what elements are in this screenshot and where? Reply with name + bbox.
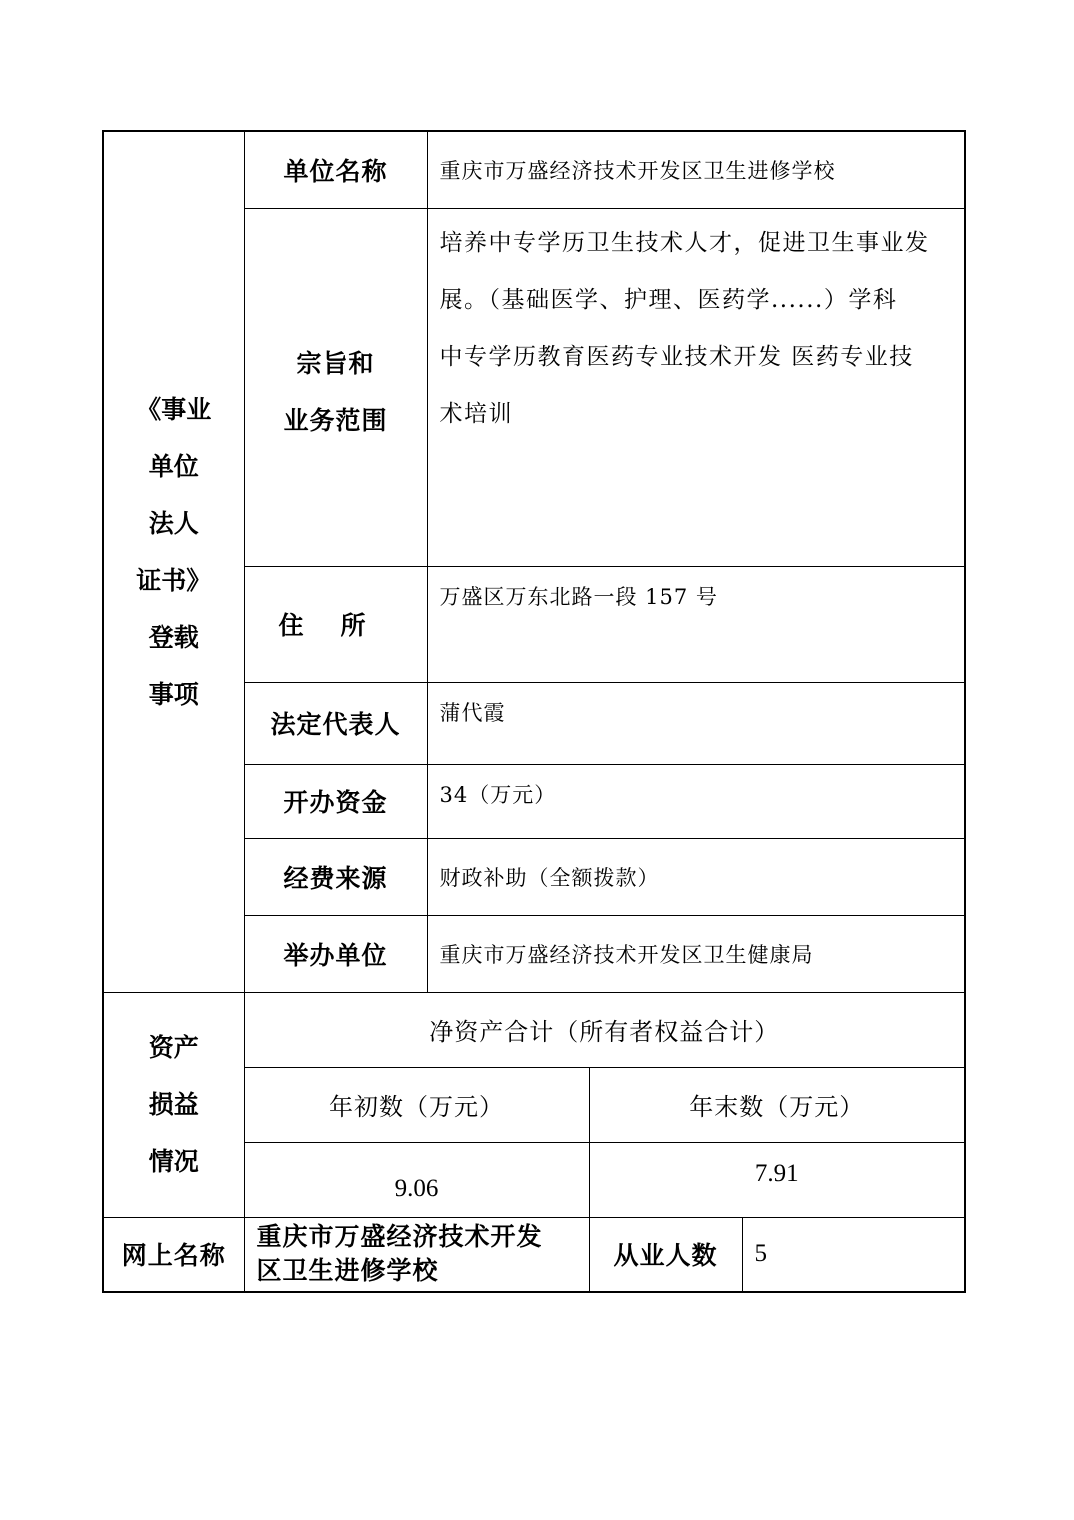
purpose-line: 术培训 (439, 400, 513, 427)
address-label-right: 所 (340, 611, 367, 640)
online-name-line: 重庆市万盛经济技术开发 (256, 1222, 543, 1252)
sponsor-label: 举办单位 (244, 915, 427, 992)
address-value: 万盛区万东北路一段 157 号 (427, 566, 965, 682)
unit-name-value: 重庆市万盛经济技术开发区卫生进修学校 (427, 131, 965, 208)
purpose-label-line: 宗旨和 (296, 349, 375, 378)
capital-label: 开办资金 (244, 764, 427, 838)
section-line: 登载 (148, 622, 199, 652)
section-line: 资产 (148, 1033, 199, 1062)
purpose-line: 展。（基础医学、护理、医药学......）学科 (439, 286, 898, 313)
address-label (244, 566, 427, 682)
funding-value: 财政补助（全额拨款） (427, 838, 965, 915)
begin-year-value: 9.06 (244, 1142, 589, 1217)
purpose-label (244, 208, 427, 566)
purpose-line: 培养中专学历卫生技术人才，促进卫生事业发 (439, 229, 930, 256)
section-line: 单位 (148, 451, 199, 481)
staff-count-value: 5 (742, 1217, 965, 1292)
section-certificate-items (103, 131, 244, 992)
purpose-line: 中专学历教育医药专业技术开发 医药专业技 (439, 343, 914, 370)
purpose-value (427, 208, 965, 566)
online-name-value (244, 1217, 589, 1292)
section-line: 损益 (148, 1090, 199, 1119)
purpose-label-line: 业务范围 (283, 406, 388, 435)
online-name-line: 区卫生进修学校 (256, 1256, 439, 1286)
section-line: 证书》 (136, 565, 212, 595)
online-name-label: 网上名称 (103, 1217, 244, 1292)
capital-value: 34（万元） (427, 764, 965, 838)
section-assets (103, 992, 244, 1217)
staff-count-label: 从业人数 (589, 1217, 742, 1292)
sponsor-value: 重庆市万盛经济技术开发区卫生健康局 (427, 915, 965, 992)
section-line: 事项 (148, 679, 199, 709)
address-label-left: 住 (278, 611, 305, 640)
end-year-label: 年末数（万元） (589, 1067, 965, 1142)
section-line: 法人 (148, 508, 199, 538)
registration-table (102, 130, 966, 1293)
legal-rep-label: 法定代表人 (244, 682, 427, 764)
end-year-value: 7.91 (589, 1142, 965, 1217)
legal-rep-value: 蒲代霞 (427, 682, 965, 764)
net-assets-header: 净资产合计（所有者权益合计） (244, 992, 965, 1067)
unit-name-label: 单位名称 (244, 131, 427, 208)
section-line: 《事业 (136, 394, 212, 424)
funding-label: 经费来源 (244, 838, 427, 915)
begin-year-label: 年初数（万元） (244, 1067, 589, 1142)
section-line: 情况 (148, 1147, 199, 1176)
